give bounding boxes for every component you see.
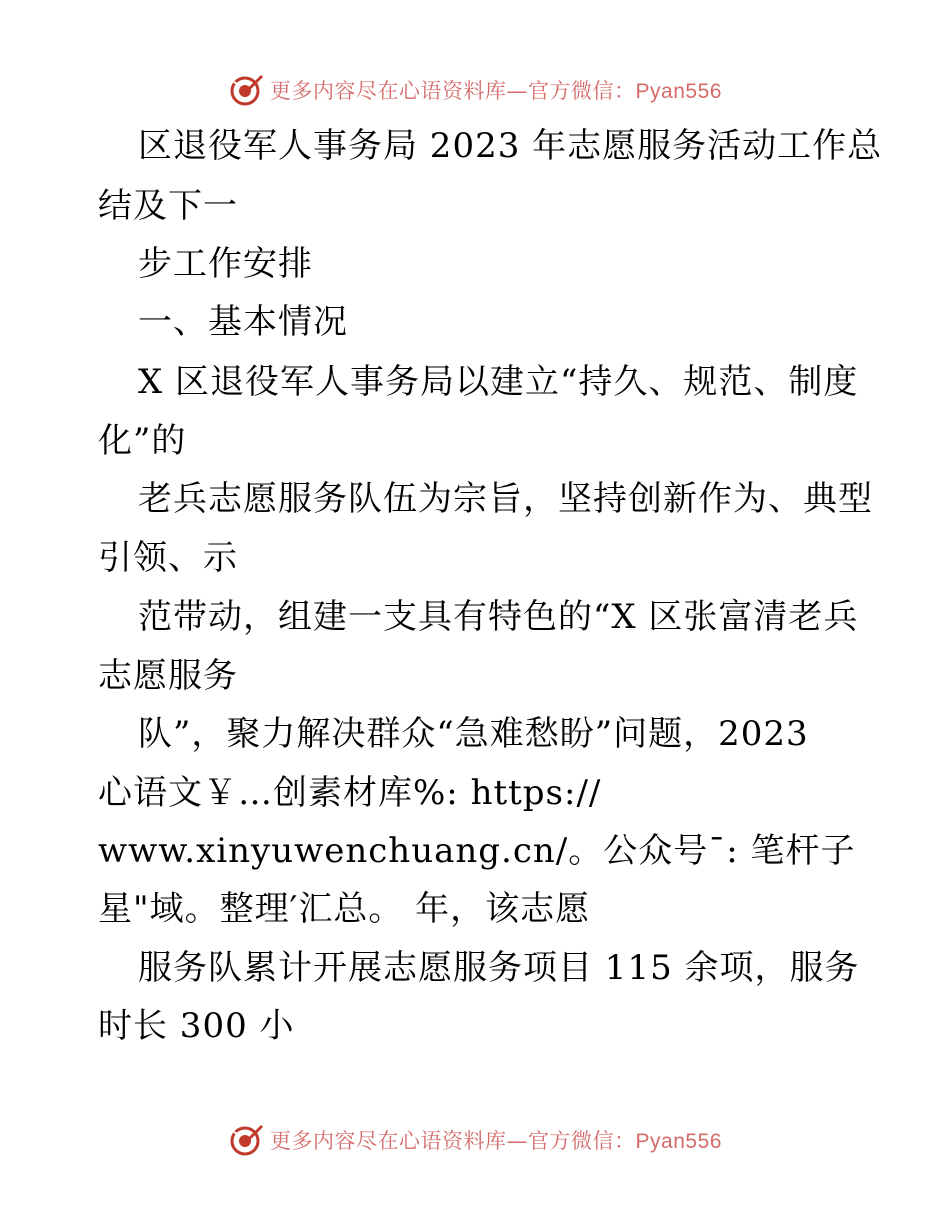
doc-line: 结及下一 bbox=[98, 186, 238, 226]
pen-logo-icon bbox=[228, 1122, 264, 1158]
doc-line: 队”，聚力解决群众“急难愁盼”问题，2023 bbox=[138, 714, 809, 754]
doc-line: 星"域。整理′汇总。 年，该志愿 bbox=[98, 889, 591, 929]
watermark-text: 更多内容尽在心语资料库—官方微信：Pyan556 bbox=[270, 1129, 722, 1153]
doc-line: 心语文￥…创素材库%: https:// bbox=[98, 773, 602, 813]
doc-line: 化”的 bbox=[98, 421, 187, 461]
doc-line: 范带动，组建一支具有特色的“X 区张富清老兵 bbox=[138, 597, 859, 637]
watermark-text: 更多内容尽在心语资料库—官方微信：Pyan556 bbox=[270, 79, 722, 103]
watermark-handle: Pyan556 bbox=[635, 80, 722, 103]
doc-line: 引领、示 bbox=[98, 538, 238, 578]
doc-line: 区退役军人事务局 2023 年志愿服务活动工作总 bbox=[138, 126, 883, 166]
doc-line: 步工作安排 bbox=[138, 244, 313, 284]
doc-line: 志愿服务 bbox=[98, 656, 238, 696]
doc-line: 服务队累计开展志愿服务项目 115 余项，服务 bbox=[138, 948, 860, 988]
section-heading: 一、基本情况 bbox=[138, 302, 348, 342]
watermark-header bbox=[0, 68, 950, 112]
doc-line: 时长 300 小 bbox=[98, 1006, 295, 1046]
doc-line: www.xinyuwenchuang.cn/。公众号¯: 笔杆子 bbox=[98, 831, 856, 871]
pen-logo-icon bbox=[228, 72, 264, 108]
watermark-handle: Pyan556 bbox=[635, 1130, 722, 1153]
watermark-footer bbox=[0, 1118, 950, 1162]
doc-line: 老兵志愿服务队伍为宗旨，坚持创新作为、典型 bbox=[138, 479, 873, 519]
doc-line: X 区退役军人事务局以建立“持久、规范、制度 bbox=[138, 362, 859, 402]
